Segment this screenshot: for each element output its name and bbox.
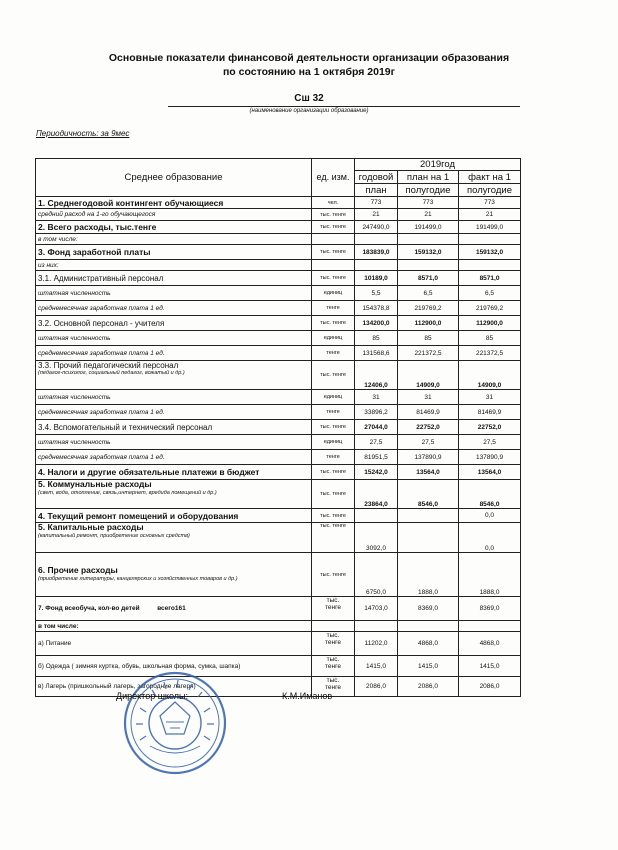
table-row <box>36 361 521 390</box>
row-plan: 1415,0 <box>398 656 459 677</box>
row-unit: тенге <box>312 405 355 420</box>
row-label: штатная численность <box>36 435 312 450</box>
row-plan: 221372,5 <box>398 346 459 361</box>
director-label: Директор школы: <box>116 691 188 701</box>
row-label: 4. Текущий ремонт помещений и оборудования <box>36 509 312 523</box>
row-fact: 27,5 <box>459 435 521 450</box>
col-header-annual-bottom: план <box>355 184 398 197</box>
row-fact: 13564,0 <box>459 465 521 480</box>
row-fact: 14909,0 <box>459 361 521 390</box>
row-unit: тыс. тенге <box>312 316 355 331</box>
table-row <box>36 316 521 331</box>
table-row <box>36 260 521 271</box>
col-header-annual-top: годовой <box>355 171 398 184</box>
table-row <box>36 234 521 245</box>
row-label-main: 7. Фонд всеобуча, кол-во детей <box>38 605 140 612</box>
table-row <box>36 209 521 221</box>
row-fact: 2086,0 <box>459 677 521 697</box>
row-unit: единиц <box>312 331 355 346</box>
row-unit: тыс. тенге <box>312 245 355 260</box>
row-fact: 6,5 <box>459 286 521 301</box>
row-plan: 8369,0 <box>398 597 459 621</box>
table-row <box>36 405 521 420</box>
row-plan: 191499,0 <box>398 221 459 234</box>
row-label: штатная численность <box>36 331 312 346</box>
table-row <box>36 331 521 346</box>
row-annual: 11202,0 <box>355 632 398 656</box>
table-row <box>36 390 521 405</box>
row-note: (капитальный ремонт, приобретение основных средств) <box>38 532 190 539</box>
doc-title-line2: по состоянию на 1 октября 2019г <box>222 66 396 78</box>
organization-caption: (наименование организации образование) <box>249 108 369 114</box>
row-plan: 8571,0 <box>398 271 459 286</box>
row-plan: 112900,0 <box>398 316 459 331</box>
row-plan: 2086,0 <box>398 677 459 697</box>
row-label-main: 5. Капитальные расходы <box>38 522 144 532</box>
table-row <box>36 523 521 553</box>
row-plan: 6,5 <box>398 286 459 301</box>
row-plan: 85 <box>398 331 459 346</box>
row-plan <box>398 523 459 553</box>
row-label-main: 3.3. Прочий педагогический персонал <box>38 361 179 370</box>
row-plan: 137890,9 <box>398 450 459 465</box>
row-plan: 159132,0 <box>398 245 459 260</box>
row-label: среднемесячная заработная плата 1 ед. <box>36 450 312 465</box>
row-unit: тыс. тенге <box>312 553 355 597</box>
row-annual: 1415,0 <box>355 656 398 677</box>
row-annual: 773 <box>355 197 398 209</box>
row-unit: тыс. тенге <box>312 361 355 390</box>
director-name: К.М.Иманов <box>282 691 333 701</box>
row-label: среднемесячная заработная плата 1 ед. <box>36 346 312 361</box>
row-label: 1. Среднегодовой контингент обучающиеся <box>36 197 312 209</box>
col-header-unit: ед. изм. <box>312 159 355 197</box>
organization-name: Сш 32 <box>294 93 324 104</box>
periodicity-label: Периодичность: за 9мес <box>36 129 130 138</box>
row-note: (свет, вода, отопление, связь,интернет, вредида помещений и др.) <box>38 489 217 496</box>
row-annual: 6750,0 <box>355 553 398 597</box>
row-unit: тыс. тенге <box>312 420 355 435</box>
row-fact: 0,0 <box>459 509 521 523</box>
row-label: 3.2. Основной персонал - учителя <box>36 316 312 331</box>
table-row <box>36 221 521 234</box>
row-fact: 219769,2 <box>459 301 521 316</box>
row-label: 3.4. Вспомогательный и технический персонал <box>36 420 312 435</box>
row-label: среднемесячная заработная плата 1 ед. <box>36 301 312 316</box>
row-unit: тыс. тенге <box>312 465 355 480</box>
row-unit: чел. <box>312 197 355 209</box>
table-row <box>36 677 521 697</box>
row-annual: 3092,0 <box>355 523 398 553</box>
row-label: а) Питание <box>36 632 312 656</box>
row-unit: тыс. тенге <box>312 209 355 221</box>
row-plan: 219769,2 <box>398 301 459 316</box>
row-fact: 0,0 <box>459 523 521 553</box>
row-annual <box>355 509 398 523</box>
row-plan: 14909,0 <box>398 361 459 390</box>
row-annual: 5,5 <box>355 286 398 301</box>
row-label: 4. Налоги и другие обязательные платежи в бюджет <box>36 465 312 480</box>
row-annual: 33896,2 <box>355 405 398 420</box>
organization-underline <box>168 106 520 107</box>
row-label <box>36 553 312 597</box>
table-row <box>36 465 521 480</box>
row-unit: тыс. тенге <box>312 523 355 553</box>
row-annual: 131568,6 <box>355 346 398 361</box>
row-label: в) Лагерь (пришкольный лагерь, загородние лагеря) <box>36 677 312 697</box>
row-label: средний расход на 1-го обучающегося <box>36 209 312 221</box>
row-annual: 183839,0 <box>355 245 398 260</box>
row-plan: 1888,0 <box>398 553 459 597</box>
table-row <box>36 632 521 656</box>
row-unit: тыс. тенге <box>312 632 355 656</box>
finance-table <box>35 158 521 697</box>
row-unit: тыс. тенге <box>312 656 355 677</box>
row-annual: 247490,0 <box>355 221 398 234</box>
row-annual: 2086,0 <box>355 677 398 697</box>
row-fact: 31 <box>459 390 521 405</box>
row-total-children: всего161 <box>157 605 186 612</box>
row-plan: 773 <box>398 197 459 209</box>
row-annual: 27044,0 <box>355 420 398 435</box>
row-unit: тенге <box>312 346 355 361</box>
row-unit: тыс. тенге <box>312 480 355 509</box>
col-header-year: 2019год <box>355 159 521 171</box>
row-label: 3.1. Административный персонал <box>36 271 312 286</box>
row-fact: 8571,0 <box>459 271 521 286</box>
row-annual: 27,5 <box>355 435 398 450</box>
row-fact: 191499,0 <box>459 221 521 234</box>
table-row <box>36 245 521 260</box>
row-annual: 31 <box>355 390 398 405</box>
row-fact: 85 <box>459 331 521 346</box>
row-annual: 10189,0 <box>355 271 398 286</box>
row-note: (приобретение литературы, канцелярских и хозяйственных товаров и др.) <box>38 576 238 583</box>
table-row <box>36 656 521 677</box>
row-unit: единиц <box>312 435 355 450</box>
table-row <box>36 509 521 523</box>
row-fact: 21 <box>459 209 521 221</box>
row-plan: 8546,0 <box>398 480 459 509</box>
row-annual: 154378,8 <box>355 301 398 316</box>
row-unit: тенге <box>312 301 355 316</box>
row-unit: тыс. тенге <box>312 509 355 523</box>
table-row <box>36 597 521 621</box>
table-row <box>36 621 521 632</box>
row-unit: тыс. тенге <box>312 597 355 621</box>
table-row <box>36 301 521 316</box>
row-fact: 81469,9 <box>459 405 521 420</box>
row-label: среднемесячная заработная плата 1 ед. <box>36 405 312 420</box>
row-label: в том числе: <box>36 234 312 245</box>
row-fact: 22752,0 <box>459 420 521 435</box>
row-annual: 134200,0 <box>355 316 398 331</box>
row-fact: 221372,5 <box>459 346 521 361</box>
row-annual: 85 <box>355 331 398 346</box>
row-annual: 14703,0 <box>355 597 398 621</box>
table-row <box>36 271 521 286</box>
row-plan: 31 <box>398 390 459 405</box>
row-annual: 21 <box>355 209 398 221</box>
row-fact: 1415,0 <box>459 656 521 677</box>
table-row <box>36 450 521 465</box>
table-row <box>36 435 521 450</box>
row-unit: единиц <box>312 286 355 301</box>
row-label <box>36 480 312 509</box>
school-seal-stamp <box>120 668 230 778</box>
row-label-main: 6. Прочие расходы <box>38 565 118 576</box>
table-row <box>36 197 521 209</box>
col-header-fact-bottom: полугодие <box>459 184 521 197</box>
row-label: б) Одежда ( зимняя куртка, обувь, школьная форма, сумка, шапка) <box>36 656 312 677</box>
row-plan: 4868,0 <box>398 632 459 656</box>
row-label: 2. Всего расходы, тыс.тенге <box>36 221 312 234</box>
row-unit: единиц <box>312 390 355 405</box>
col-header-title: Среднее образование <box>36 159 312 197</box>
row-plan: 21 <box>398 209 459 221</box>
row-unit: тыс. тенге <box>312 271 355 286</box>
row-plan: 22752,0 <box>398 420 459 435</box>
row-label: штатная численность <box>36 286 312 301</box>
doc-title-line1: Основные показатели финансовой деятельности организации образования <box>108 52 510 64</box>
row-plan: 27,5 <box>398 435 459 450</box>
row-fact: 4868,0 <box>459 632 521 656</box>
row-fact: 137890,9 <box>459 450 521 465</box>
row-plan: 13564,0 <box>398 465 459 480</box>
row-annual: 81951,5 <box>355 450 398 465</box>
row-plan <box>398 509 459 523</box>
row-label <box>36 361 312 390</box>
row-fact: 1888,0 <box>459 553 521 597</box>
row-unit: тыс. тенге <box>312 221 355 234</box>
row-label: 3. Фонд заработной платы <box>36 245 312 260</box>
row-fact: 8369,0 <box>459 597 521 621</box>
row-label <box>36 597 312 621</box>
col-header-fact-top: факт на 1 <box>459 171 521 184</box>
row-label-main: 5. Коммунальные расходы <box>38 479 152 489</box>
row-label: из них: <box>36 260 312 271</box>
row-unit: тыс. тенге <box>312 677 355 697</box>
row-label: штатная численность <box>36 390 312 405</box>
row-label <box>36 523 312 553</box>
table-row <box>36 286 521 301</box>
row-label: в том числе: <box>36 621 312 632</box>
row-fact: 773 <box>459 197 521 209</box>
table-row <box>36 420 521 435</box>
row-plan: 81469,9 <box>398 405 459 420</box>
row-fact: 112900,0 <box>459 316 521 331</box>
col-header-plan-top: план на 1 <box>398 171 459 184</box>
row-note: (педагог-психолог, социальный педагог, вожатый и др.) <box>38 370 185 377</box>
row-fact: 159132,0 <box>459 245 521 260</box>
table-row <box>36 553 521 597</box>
col-header-plan-bottom: полугодие <box>398 184 459 197</box>
table-row <box>36 480 521 509</box>
row-annual: 12406,0 <box>355 361 398 390</box>
row-unit: тенге <box>312 450 355 465</box>
row-annual: 15242,0 <box>355 465 398 480</box>
row-fact: 8546,0 <box>459 480 521 509</box>
row-annual: 23864,0 <box>355 480 398 509</box>
table-row <box>36 346 521 361</box>
